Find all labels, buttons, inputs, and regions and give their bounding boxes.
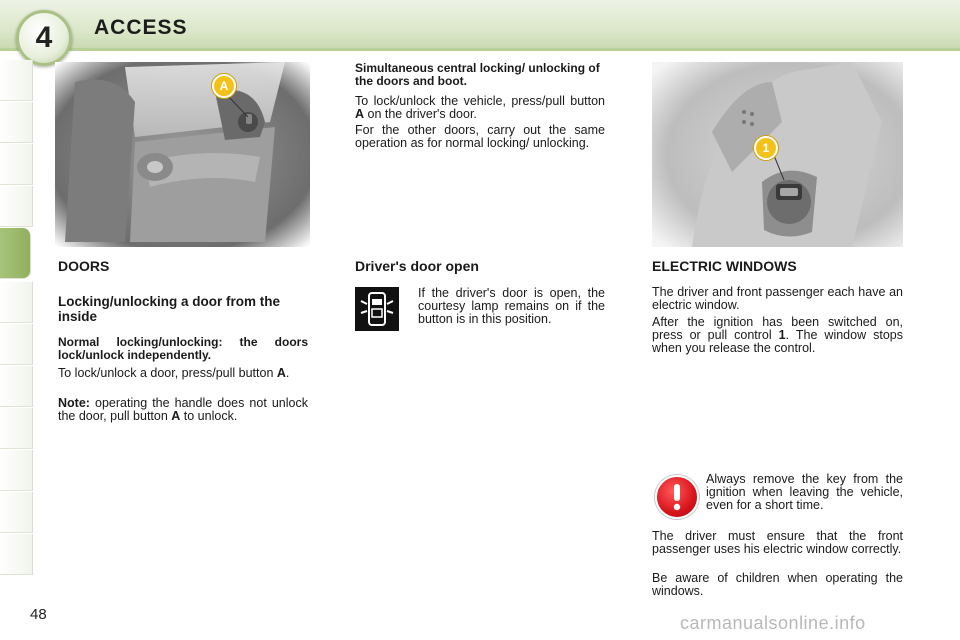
warning-icon (655, 475, 699, 519)
callout-badge-1 (754, 136, 778, 160)
middle-paragraph-2: For the other doors, carry out the same operation as for normal locking/ unlocking. (355, 123, 605, 150)
text-span: operating the handle does not unlock the door, pull button (58, 396, 308, 423)
text-span: To lock/unlock a door, press/pull button (58, 366, 277, 380)
side-tab[interactable] (0, 60, 33, 101)
side-tab[interactable] (0, 102, 33, 143)
chapter-number: 4 (35, 21, 53, 54)
page-number: 48 (30, 606, 47, 623)
side-tabs (0, 60, 34, 580)
side-tab[interactable] (0, 450, 33, 491)
text-bold: A (276, 366, 286, 380)
right-paragraph-1: The driver and front passenger each have an electric window. (652, 285, 903, 312)
right-paragraph-4: Be aware of children when operating the windows. (652, 571, 903, 598)
doors-heading: DOORS (58, 258, 110, 274)
chapter-badge (16, 10, 72, 66)
text-span: on the driver's door. (364, 107, 477, 121)
door-interior-photo (55, 62, 310, 247)
text-span: After the ignition has been switched on, press or pull control (652, 315, 903, 342)
side-tab[interactable] (0, 324, 33, 365)
left-paragraph-1 (58, 367, 308, 380)
callout-label: 1 (762, 141, 770, 155)
right-paragraph-2 (652, 316, 903, 355)
section-title: ACCESS (94, 16, 188, 39)
door-open-text: If the driver's door is open, the courtesy lamp remains on if the button is in this position. (418, 286, 605, 326)
normal-locking-intro: Normal locking/unlocking: the doors lock/unlock independently. (58, 335, 308, 362)
side-tab[interactable] (0, 144, 33, 185)
callout-label: A (219, 79, 229, 93)
side-tab[interactable] (0, 186, 33, 227)
warning-text: Always remove the key from the ignition when leaving the vehicle, even for a short time. (706, 472, 903, 512)
side-tab[interactable] (0, 408, 33, 449)
text-span: To lock/unlock the vehicle, press/pull button (355, 94, 605, 108)
window-switch-photo (652, 62, 903, 247)
text-bold: A (355, 107, 365, 121)
central-locking-intro: Simultaneous central locking/ unlocking of the doors and boot. (355, 61, 600, 88)
side-tab[interactable] (0, 366, 33, 407)
right-paragraph-3: The driver must ensure that the front passenger uses his electric window correctly. (652, 529, 903, 556)
courtesy-lamp-icon (355, 287, 399, 331)
side-tab[interactable] (0, 492, 33, 533)
callout-badge-a (212, 74, 236, 98)
side-tab[interactable] (0, 282, 33, 323)
drivers-door-open-heading: Driver's door open (355, 258, 479, 274)
text-bold: A (171, 409, 181, 423)
middle-paragraph-1 (355, 95, 605, 121)
text-span: to unlock. (180, 409, 238, 423)
text-span: . (285, 366, 290, 380)
watermark: carmanualsonline.info (680, 613, 866, 633)
text-bold: 1 (778, 328, 786, 342)
side-tab-active[interactable] (0, 228, 31, 279)
side-tab[interactable] (0, 534, 33, 575)
text-span: . The window stops when you release the control. (652, 328, 903, 355)
note-paragraph (58, 397, 308, 423)
electric-windows-heading: ELECTRIC WINDOWS (652, 258, 797, 274)
locking-subheading: Locking/unlocking a door from the inside (58, 294, 281, 324)
note-label: Note: (58, 396, 90, 410)
